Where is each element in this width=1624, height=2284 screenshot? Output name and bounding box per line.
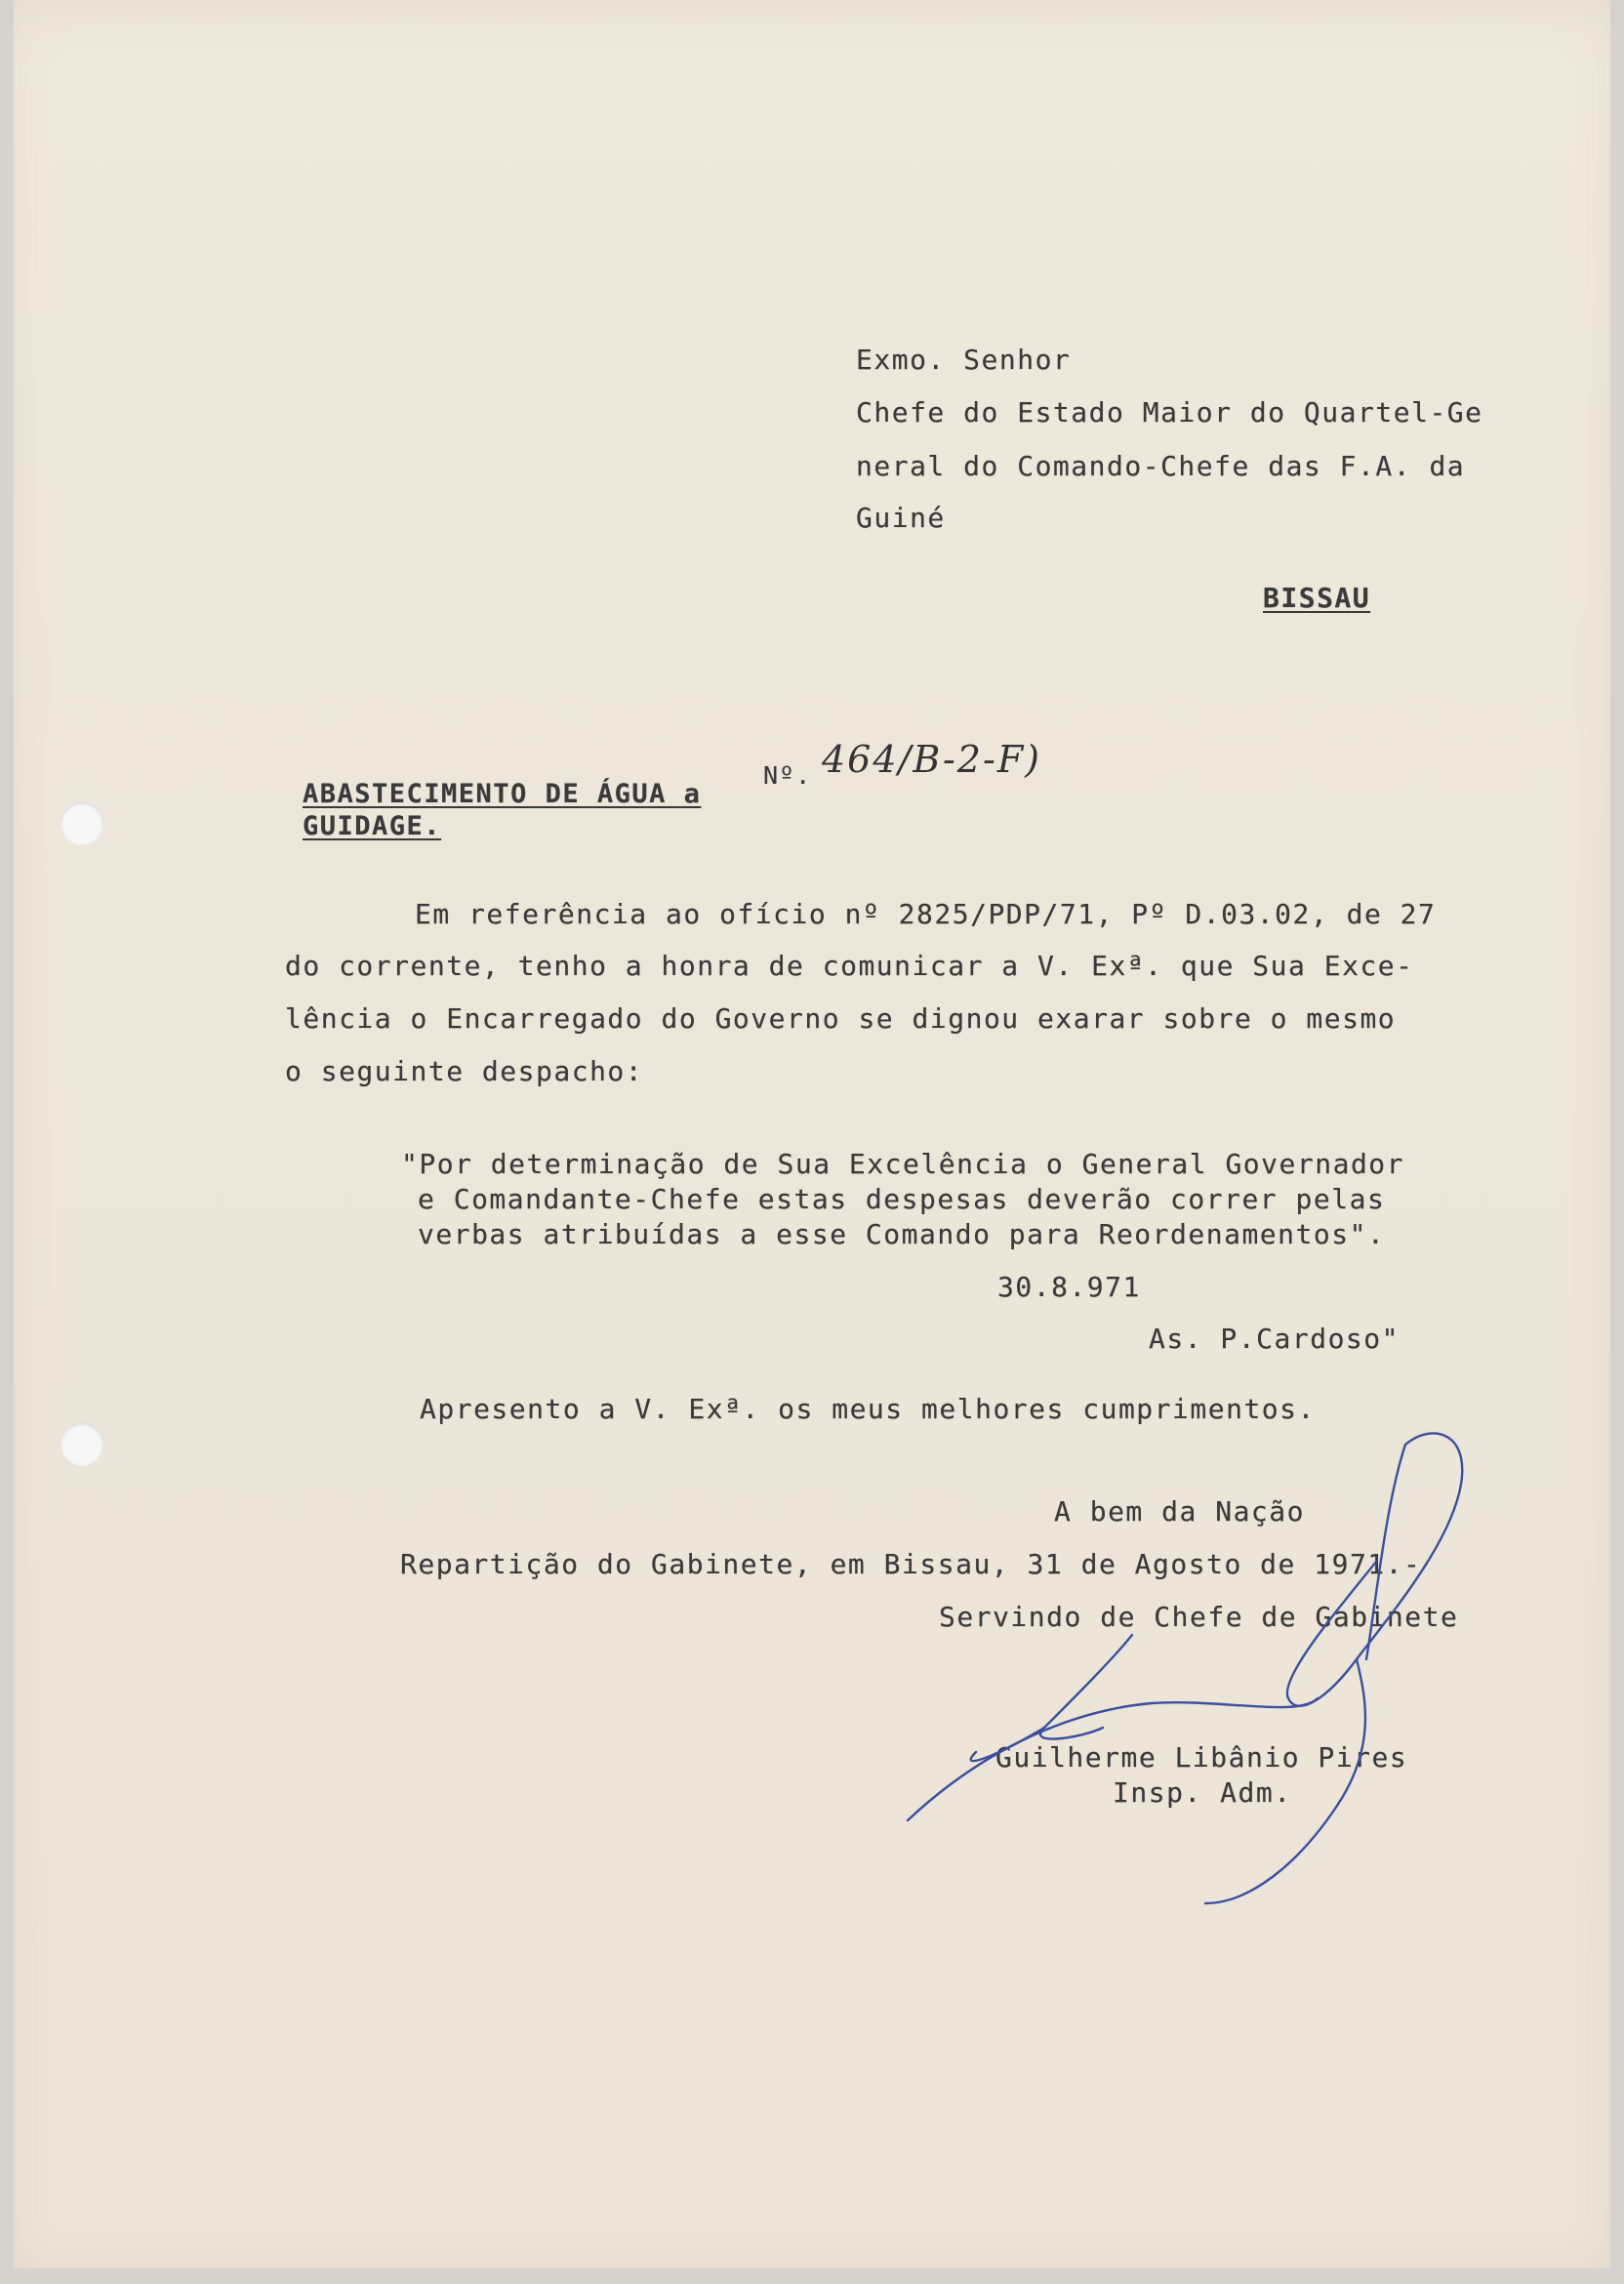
reference-number-handwritten: 464/B-2-F) — [822, 738, 1042, 781]
quote-line-1: "Por determinação de Sua Excelência o General Governador — [401, 1148, 1405, 1180]
addressee-line-4: Guiné — [856, 502, 946, 534]
scan-edge-right — [1610, 0, 1624, 2284]
quote-line-2: e Comandante-Chefe estas despesas deverão correr pelas — [418, 1183, 1386, 1215]
addressee-line-3: neral do Comando-Chefe das F.A. da — [856, 450, 1466, 482]
reference-prefix: Nº. — [763, 761, 812, 790]
closing-role: Servindo de Chefe de Gabinete — [939, 1601, 1459, 1633]
signatory-title: Insp. Adm. — [1113, 1776, 1292, 1809]
body-line-3: lência o Encarregado do Governo se dignou exarar sobre o mesmo — [285, 1002, 1397, 1035]
punch-hole-bottom — [61, 1423, 103, 1466]
addressee-city: BISSAU — [1263, 582, 1371, 614]
closing-place-date: Repartição do Gabinete, em Bissau, 31 de Agosto de 1971.- — [400, 1548, 1422, 1580]
body-line-2: do corrente, tenho a honra de comunicar a V. Exª. que Sua Exce- — [285, 950, 1414, 982]
body-line-1: Em referência ao ofício nº 2825/PDP/71, Pº D.03.02, de 27 — [415, 898, 1437, 930]
quote-date: 30.8.971 — [997, 1271, 1141, 1303]
scan-edge-left — [0, 0, 14, 2284]
body-line-4: o seguinte despacho: — [285, 1055, 644, 1087]
closing-salutation: A bem da Nação — [1054, 1495, 1306, 1528]
closing-compliments: Apresento a V. Exª. os meus melhores cumprimentos. — [420, 1393, 1316, 1425]
subject-line-1: ABASTECIMENTO DE ÁGUA a — [303, 779, 702, 809]
scan-edge-bottom — [0, 2268, 1624, 2284]
addressee-salutation: Exmo. Senhor — [856, 344, 1072, 376]
quote-signed: As. P.Cardoso" — [1149, 1323, 1401, 1355]
signatory-name: Guilherme Libânio Pires — [995, 1741, 1408, 1774]
quote-line-3: verbas atribuídas a esse Comando para Reordenamentos". — [418, 1218, 1386, 1250]
subject-line-2: GUIDAGE. — [303, 811, 442, 841]
punch-hole-top — [61, 802, 103, 845]
addressee-line-2: Chefe do Estado Maior do Quartel-Ge — [856, 396, 1483, 428]
